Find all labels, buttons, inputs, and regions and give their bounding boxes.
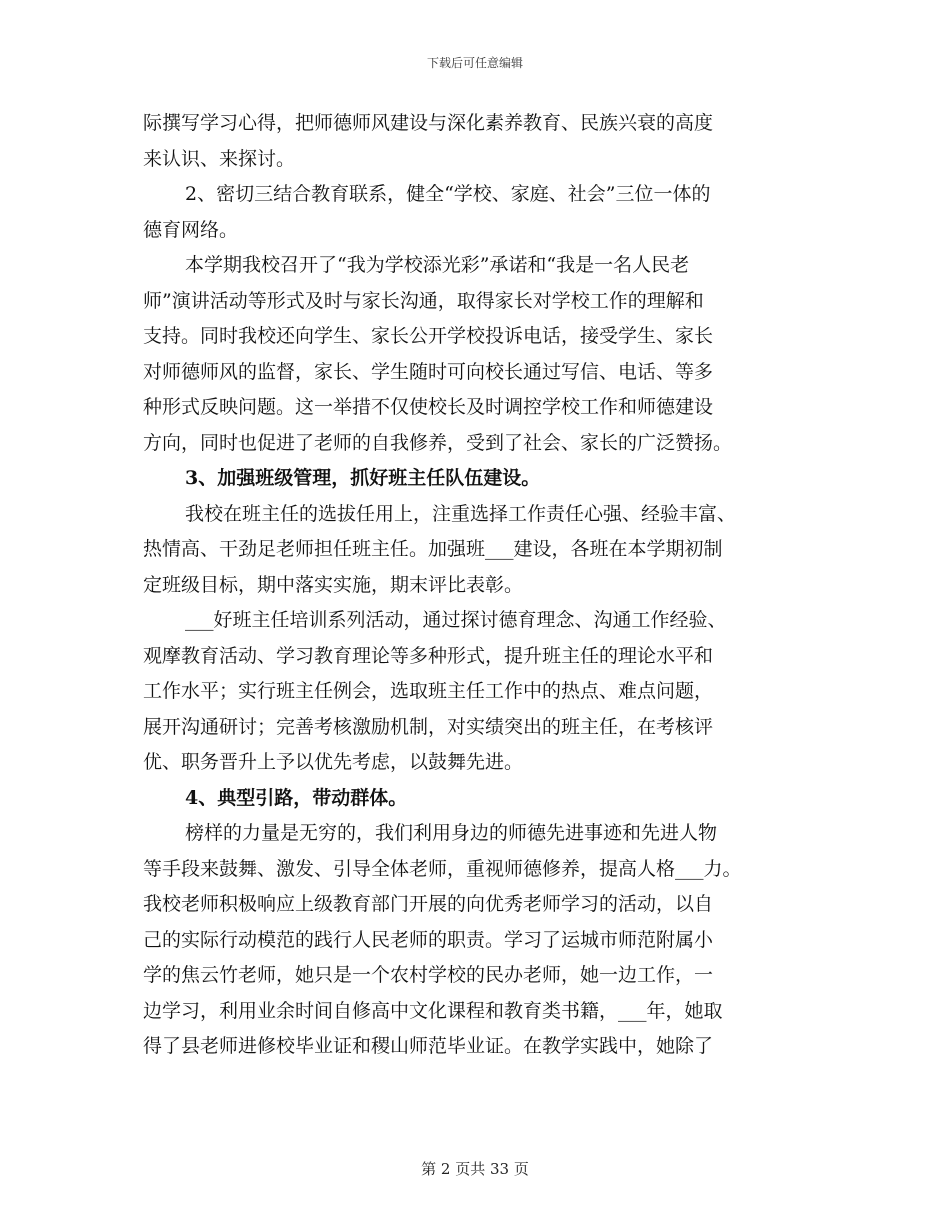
section-heading: 3、加强班级管理，抓好班主任队伍建设。: [185, 467, 541, 489]
text-line: 我校老师积极响应上级教育部门开展的向优秀老师学习的活动，以自: [143, 893, 714, 915]
page-header: 下载后可任意编辑: [426, 56, 523, 70]
text-line: 2、密切三结合教育联系，健全“学校、家庭、社会”三位一体的: [185, 183, 711, 205]
text-line: 得了县老师进修校毕业证和稷山师范毕业证。在教学实践中，她除了: [143, 1035, 714, 1057]
section-heading: 4、典型引路，带动群体。: [185, 786, 408, 809]
text-line: 种形式反映问题。这一举措不仅使校长及时调控学校工作和师德建设: [143, 396, 714, 418]
text-line: 边学习，利用业余时间自修高中文化课程和教育类书籍，___年，她取: [143, 999, 723, 1022]
text-line: 我校在班主任的选拔任用上，注重选择工作责任心强、经验丰富、: [185, 502, 737, 525]
text-line: 德育网络。: [143, 218, 239, 241]
text-line: 对师德师风的监督，家长、学生随时可向校长通过写信、电话、等多: [143, 360, 714, 383]
text-line: 来认识、来探讨。: [143, 147, 296, 170]
text-line: 工作水平；实行班主任例会，选取班主任工作中的热点、难点问题，: [143, 680, 714, 702]
text-line: 榜样的力量是无穷的，我们利用身边的师德先进事迹和先进人物: [185, 822, 718, 844]
text-line: 热情高、干劲足老师担任班主任。加强班___建设，各班在本学期初制: [143, 538, 723, 560]
text-line: 师”演讲活动等形式及时与家长沟通，取得家长对学校工作的理解和: [143, 289, 704, 312]
text-line: 学的焦云竹老师，她只是一个农村学校的民办老师，她一边工作，一: [143, 964, 714, 986]
text-line: 优、职务晋升上予以优先考虑，以鼓舞先进。: [143, 751, 524, 773]
text-line: ___好班主任培训系列活动，通过探讨德育理念、沟通工作经验、: [185, 609, 727, 631]
text-line: 定班级目标，期中落实实施，期末评比表彰。: [143, 573, 524, 596]
document-body: [143, 106, 823, 1065]
text-line: 本学期我校召开了“我为学校添光彩”承诺和“我是一名人民老: [185, 254, 690, 276]
text-line: 际撰写学习心得，把师德师风建设与深化素养教育、民族兴衰的高度: [143, 112, 714, 134]
text-line: 己的实际行动模范的践行人民老师的职责。学习了运城市师范附属小: [143, 928, 714, 951]
text-line: 观摩教育活动、学习教育理论等多种形式，提升班主任的理论水平和: [143, 644, 714, 667]
text-line: 展开沟通研讨；完善考核激励机制，对实绩突出的班主任，在考核评: [143, 715, 714, 738]
text-line: 等手段来鼓舞、激发、引导全体老师，重视师德修养，提高人格___力。: [143, 857, 742, 880]
text-line: 方向，同时也促进了老师的自我修养，受到了社会、家长的广泛赞扬。: [143, 431, 733, 454]
text-line: 支持。同时我校还向学生、家长公开学校投诉电话，接受学生、家长: [143, 325, 714, 347]
page-footer: 第 2 页共 33 页: [421, 1160, 529, 1178]
